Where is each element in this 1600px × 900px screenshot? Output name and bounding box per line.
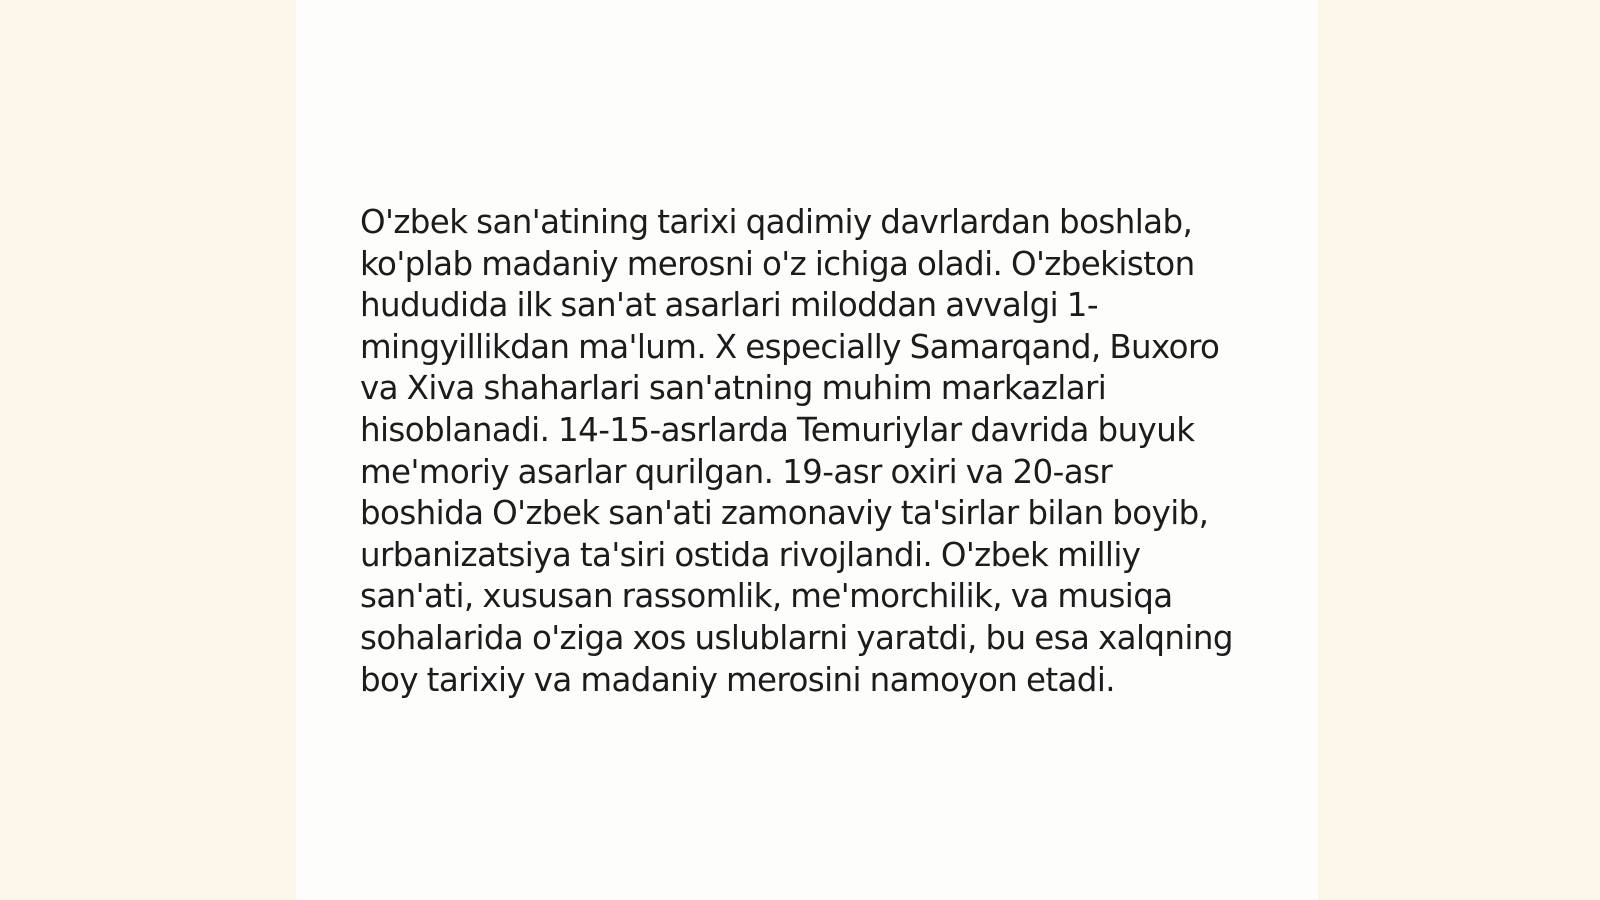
paragraph-text: O'zbek san'atining tarixi qadimiy davrlardan boshlab, ko'plab madaniy merosni o'z ichiga oladi. O'zbekiston hududida ilk san'at asarlari miloddan avvalgi 1-mingyillikdan ma'lum. X especially Samarqand, Buxoro va Xiva shaharlari san'atning muhim markazlari hisoblanadi. 14-15-asrlarda Temuriylar davrida buyuk me'moriy asarlar qurilgan. 19-asr oxiri va 20-asr boshida O'zbek san'ati zamonaviy ta'sirlar bilan boyib, urbanizatsiya ta'siri ostida rivojlandi. O'zbek milliy san'ati, xususan rassomlik, me'morchilik, va musiqa sohalarida o'ziga xos uslublarni yaratdi, bu esa xalqning boy tarixiy va madaniy merosini namoyon etadi. [360, 203, 1233, 699]
document-page [296, 0, 1318, 900]
